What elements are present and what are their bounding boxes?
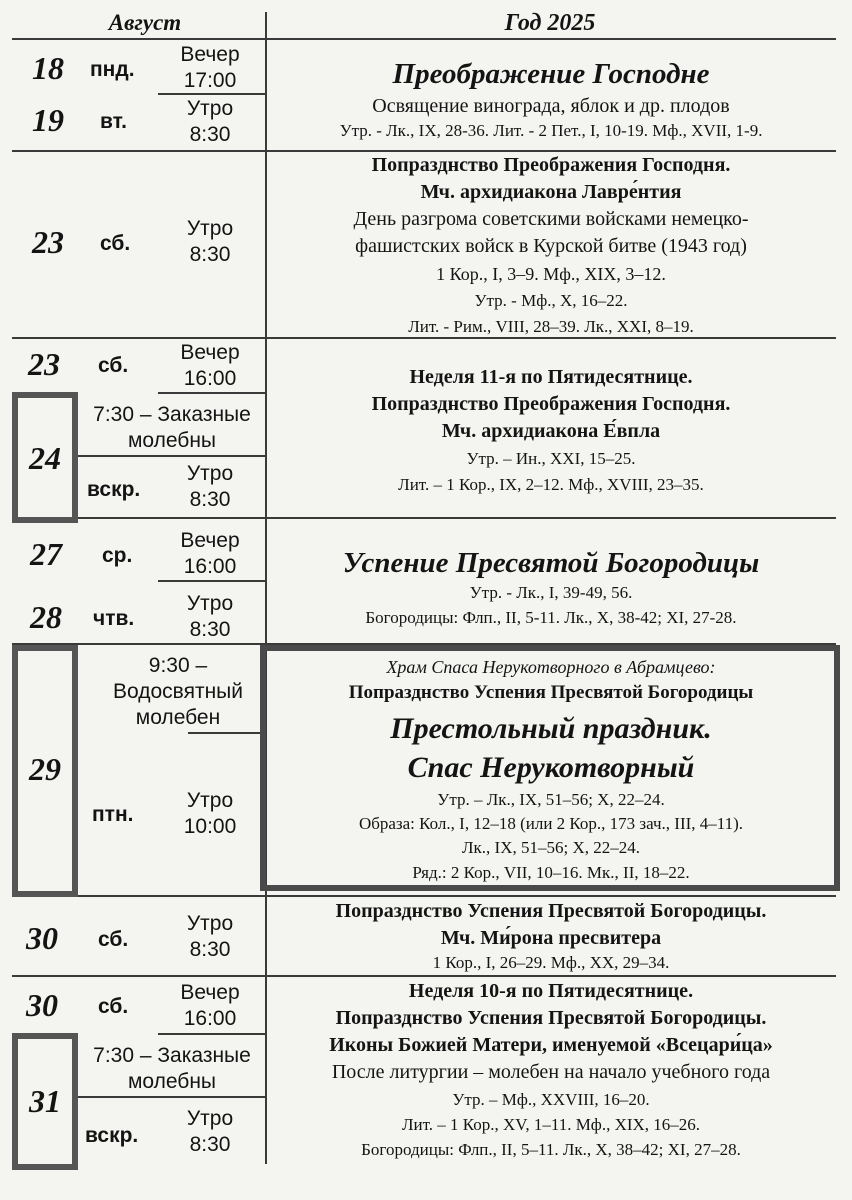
- service-time: [160, 788, 260, 840]
- reading-line: Утр. - Мф., X, 16–22.: [474, 291, 628, 310]
- reading-line: Утр. - Лк., I, 39-49, 56.: [469, 583, 633, 602]
- feast-line: Попразднство Успения Пресвятой Богородицы.: [335, 1007, 767, 1029]
- extra-line: молебны: [127, 429, 217, 452]
- day-number: 19: [32, 102, 64, 138]
- feast-title: Престольный праздник.: [390, 712, 712, 745]
- day-number: 30: [26, 920, 58, 956]
- service-label: Утро: [186, 97, 234, 120]
- reading-line: Утр. – Лк., IX, 51–56; X, 22–24.: [437, 790, 665, 809]
- church-name: Храм Спаса Нерукотворного в Абрамцево:: [386, 657, 716, 677]
- service-time: [160, 96, 260, 148]
- extra-service: [88, 653, 268, 731]
- service-hour: 16:00: [183, 555, 237, 578]
- day-number: 30: [26, 987, 58, 1023]
- year-header: Год 2025: [504, 10, 596, 36]
- reading-line: Утр. – Ин., XXI, 15–25.: [466, 449, 636, 468]
- feast-line: Неделя 11-я по Пятидесятнице.: [409, 366, 693, 388]
- service-label: Вечер: [180, 529, 240, 552]
- extra-line: 7:30 – Заказные: [93, 403, 251, 426]
- reading-line: Образа: Кол., I, 12–18 (или 2 Кор., 173 зач., III, 4–11).: [358, 814, 744, 833]
- feast-line: Мч. архидиакона Е́впла: [441, 420, 661, 442]
- service-hour: 8:30: [189, 243, 231, 266]
- service-label: Утро: [186, 1107, 234, 1130]
- reading-line: Богородицы: Флп., II, 5-11. Лк., X, 38-42; XI, 27-28.: [365, 608, 737, 627]
- weekday: сб.: [98, 928, 129, 951]
- reading-line: 1 Кор., I, 26–29. Мф., XX, 29–34.: [432, 953, 670, 972]
- service-label: Вечер: [180, 981, 240, 1004]
- weekday: вскр.: [85, 1124, 139, 1147]
- reading-line: Лит. - Рим., VIII, 28–39. Лк., XXI, 8–19.: [408, 317, 694, 336]
- separator: [12, 38, 836, 40]
- time-separator: [158, 392, 265, 394]
- day-number: 31: [29, 1083, 61, 1119]
- service-hour: 16:00: [183, 367, 237, 390]
- weekday: чтв.: [93, 607, 135, 630]
- feast-line: Попразднство Преображения Господня.: [371, 154, 731, 176]
- service-hour: 8:30: [189, 1133, 231, 1156]
- day-number: 23: [28, 346, 60, 382]
- service-hour: 17:00: [183, 69, 237, 92]
- reading-line: Утр. – Мф., XXVIII, 16–20.: [452, 1090, 650, 1109]
- service-time: [160, 461, 260, 513]
- service-label: Утро: [186, 462, 234, 485]
- day-number: 18: [32, 50, 64, 86]
- service-time: [160, 1106, 260, 1158]
- day-number: 24: [29, 440, 61, 476]
- time-separator: [78, 455, 265, 457]
- service-label: Вечер: [180, 43, 240, 66]
- feast-line: Освящение винограда, яблок и др. плодов: [372, 95, 730, 117]
- feast-line: Мч. Ми́рона пресвитера: [440, 927, 662, 949]
- extra-service: [82, 402, 262, 454]
- feast-line: День разгрома советскими войсками немецко-: [353, 208, 749, 230]
- time-separator: [158, 1033, 265, 1035]
- service-time: [160, 911, 260, 963]
- service-hour: 8:30: [189, 618, 231, 641]
- time-separator: [188, 732, 265, 734]
- day-number: 27: [30, 536, 62, 572]
- weekday: птн.: [92, 803, 134, 826]
- time-separator: [158, 580, 265, 582]
- month-header: Август: [108, 10, 182, 35]
- service-label: Вечер: [180, 341, 240, 364]
- reading-line: Ряд.: 2 Кор., VII, 10–16. Мк., II, 18–22.: [412, 863, 690, 882]
- feast-line: Иконы Божией Матери, именуемой «Всецари́ца»: [329, 1034, 773, 1056]
- weekday: вскр.: [87, 478, 141, 501]
- service-label: Утро: [186, 789, 234, 812]
- extra-service: [82, 1043, 262, 1095]
- day-number: 23: [32, 224, 64, 260]
- feast-title: Успение Пресвятой Богородицы: [342, 547, 760, 579]
- feast-line: Мч. архидиакона Лавре́нтия: [420, 181, 682, 203]
- reading-line: Лк., IX, 51–56; X, 22–24.: [462, 838, 640, 857]
- weekday: ср.: [102, 544, 133, 567]
- service-hour: 8:30: [189, 488, 231, 511]
- feast-title: Спас Нерукотворный: [407, 751, 695, 784]
- service-label: Утро: [186, 592, 234, 615]
- reading-line: 1 Кор., I, 3–9. Мф., XIX, 3–12.: [436, 264, 666, 284]
- service-time: [160, 528, 260, 580]
- service-time: [160, 340, 260, 392]
- extra-line: молебен: [135, 706, 221, 729]
- weekday: вт.: [100, 110, 127, 133]
- service-time: [160, 980, 260, 1032]
- service-hour: 10:00: [183, 815, 237, 838]
- service-label: Утро: [186, 912, 234, 935]
- feast-line: После литургии – молебен на начало учебного года: [331, 1061, 771, 1083]
- service-hour: 16:00: [183, 1007, 237, 1030]
- extra-line: 9:30 –: [148, 654, 208, 677]
- separator: [12, 895, 836, 897]
- service-hour: 8:30: [189, 123, 231, 146]
- feast-title: Преображение Господне: [392, 58, 710, 90]
- reading-line: Лит. – 1 Кор., IX, 2–12. Мф., XVIII, 23–35.: [398, 475, 704, 494]
- reading-line: Богородицы: Флп., II, 5–11. Лк., X, 38–42; XI, 27–28.: [361, 1140, 741, 1159]
- service-time: [160, 42, 260, 94]
- feast-line: фашистских войск в Курской битве (1943 год): [355, 235, 747, 257]
- weekday: пнд.: [90, 58, 135, 81]
- weekday: сб.: [98, 995, 129, 1018]
- column-divider: [265, 12, 267, 1164]
- feast-line: Попразднство Успения Пресвятой Богородицы.: [335, 900, 767, 922]
- feast-line: Неделя 10-я по Пятидесятнице.: [408, 980, 694, 1002]
- feast-line: Попразднство Успения Пресвятой Богородицы: [348, 682, 754, 703]
- separator: [12, 517, 836, 519]
- weekday: сб.: [98, 354, 129, 377]
- extra-line: 7:30 – Заказные: [93, 1044, 251, 1067]
- weekday: сб.: [100, 232, 131, 255]
- day-number: 28: [30, 599, 62, 635]
- service-label: Утро: [186, 217, 234, 240]
- service-time: [160, 216, 260, 268]
- service-hour: 8:30: [189, 938, 231, 961]
- reading-line: Лит. – 1 Кор., XV, 1–11. Мф., XIX, 16–26.: [401, 1115, 701, 1134]
- day-number: 29: [29, 751, 61, 787]
- extra-line: молебны: [127, 1070, 217, 1093]
- reading-line: Утр. - Лк., IX, 28-36. Лит. - 2 Пет., I, 10-19. Мф., XVII, 1-9.: [339, 121, 763, 140]
- extra-line: Водосвятный: [113, 680, 243, 703]
- time-separator: [78, 1096, 265, 1098]
- feast-line: Попразднство Преображения Господня.: [371, 393, 731, 415]
- service-time: [160, 591, 260, 643]
